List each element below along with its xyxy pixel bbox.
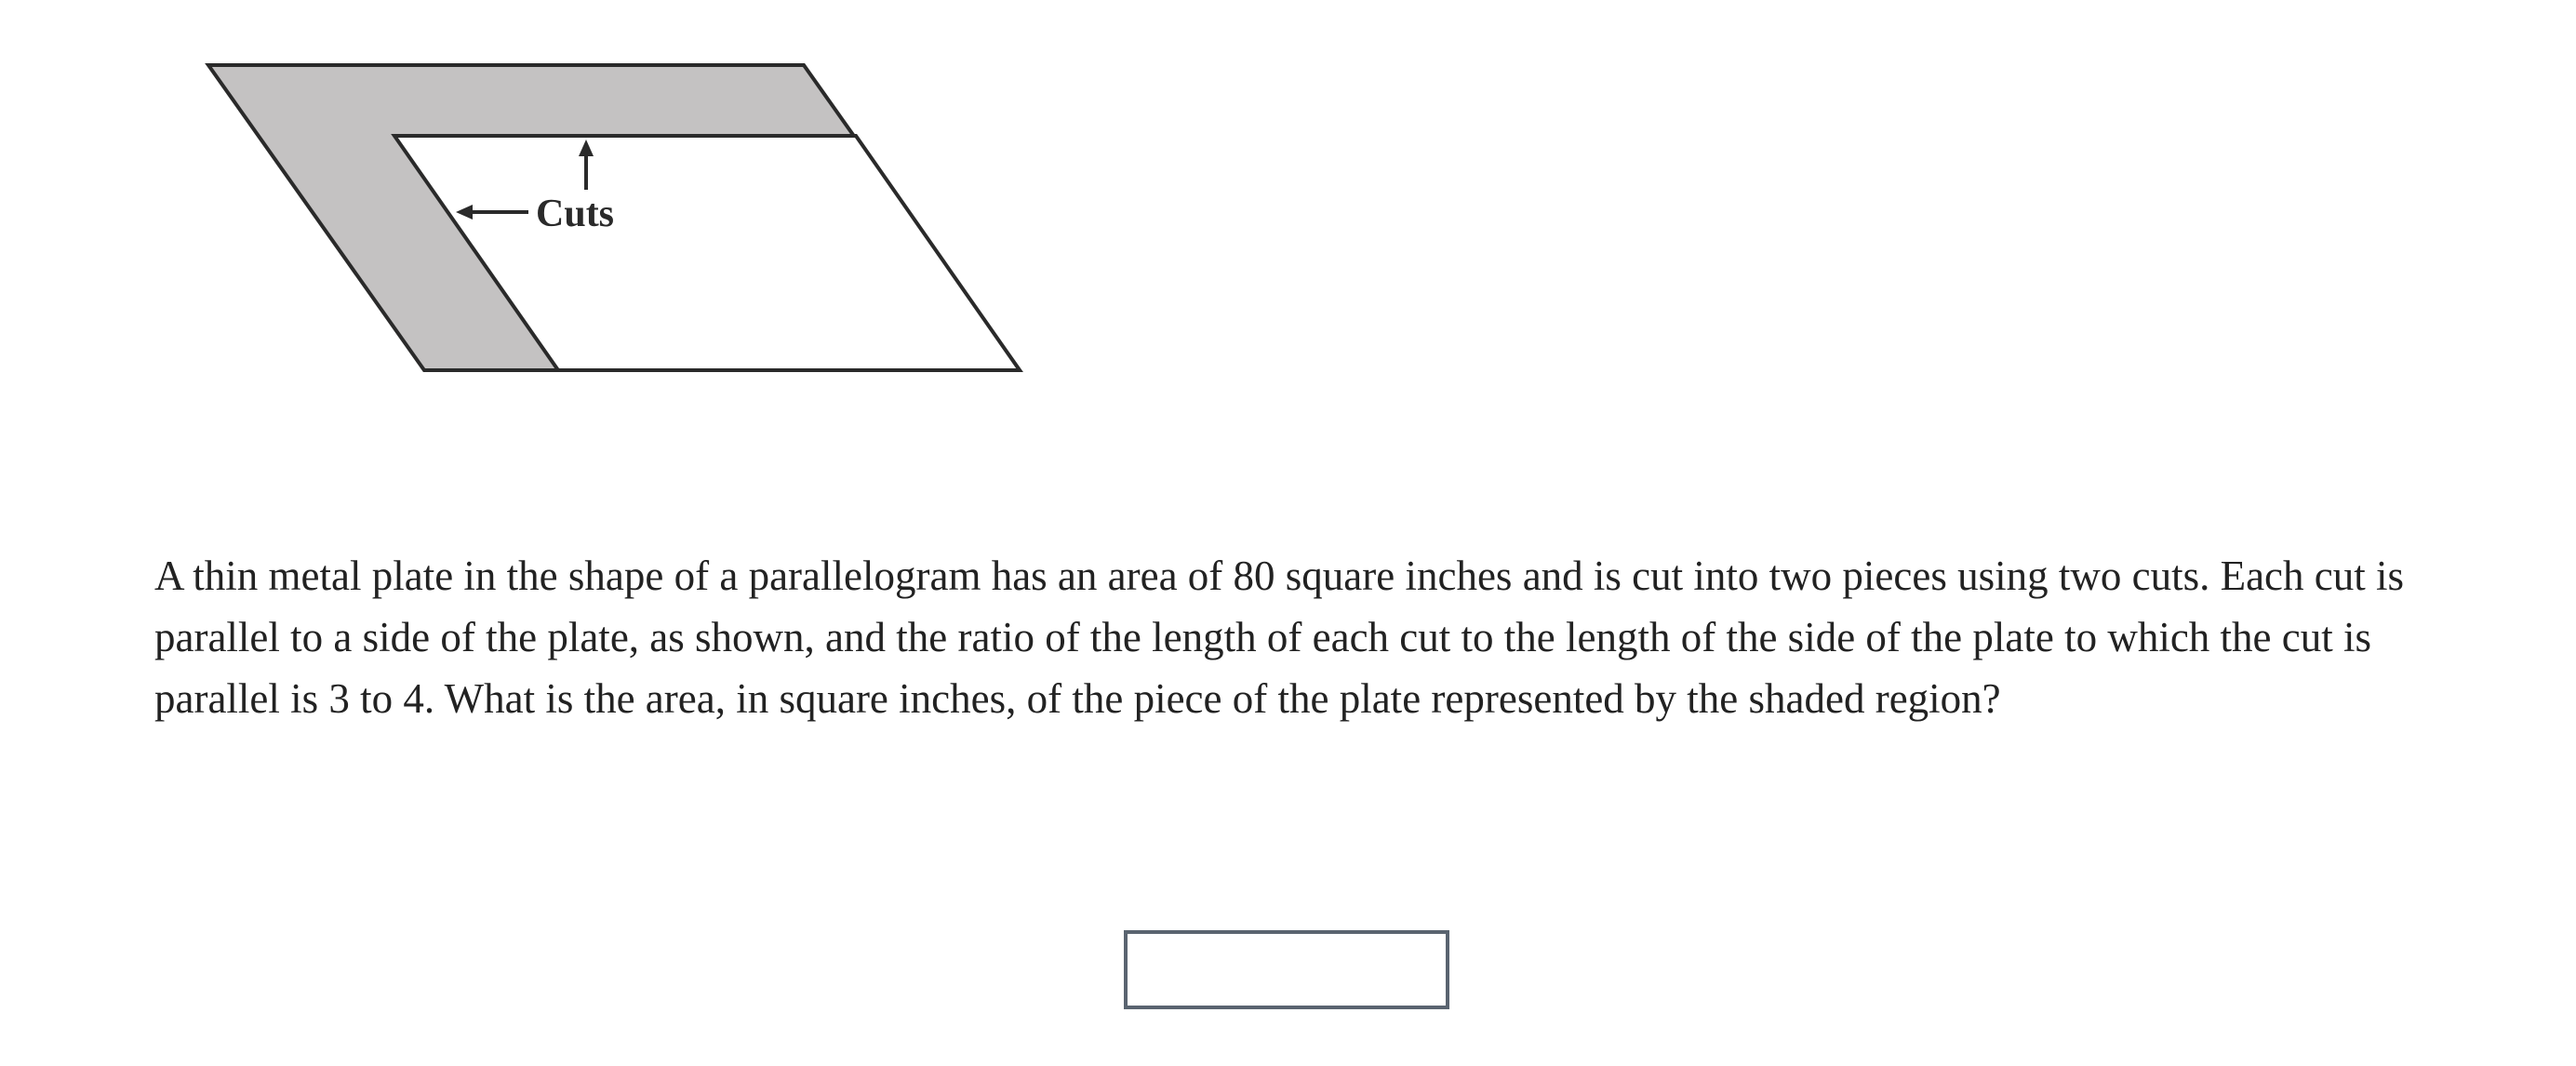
parallelogram-figure xyxy=(149,37,1079,409)
question-text: A thin metal plate in the shape of a parallelogram has an area of 80 square inches and is cut into two pieces using two cuts. Each cut is parallel to a side of the plate, as shown, and the ratio of the length of each cut to the length of the side of the plate to which the cut is parallel is 3 to 4. What is the area, in square inches, of the piece of the plate represented by the shaded region? xyxy=(154,553,2405,722)
answer-input[interactable] xyxy=(1124,930,1449,1009)
cuts-label: Cuts xyxy=(536,193,615,235)
